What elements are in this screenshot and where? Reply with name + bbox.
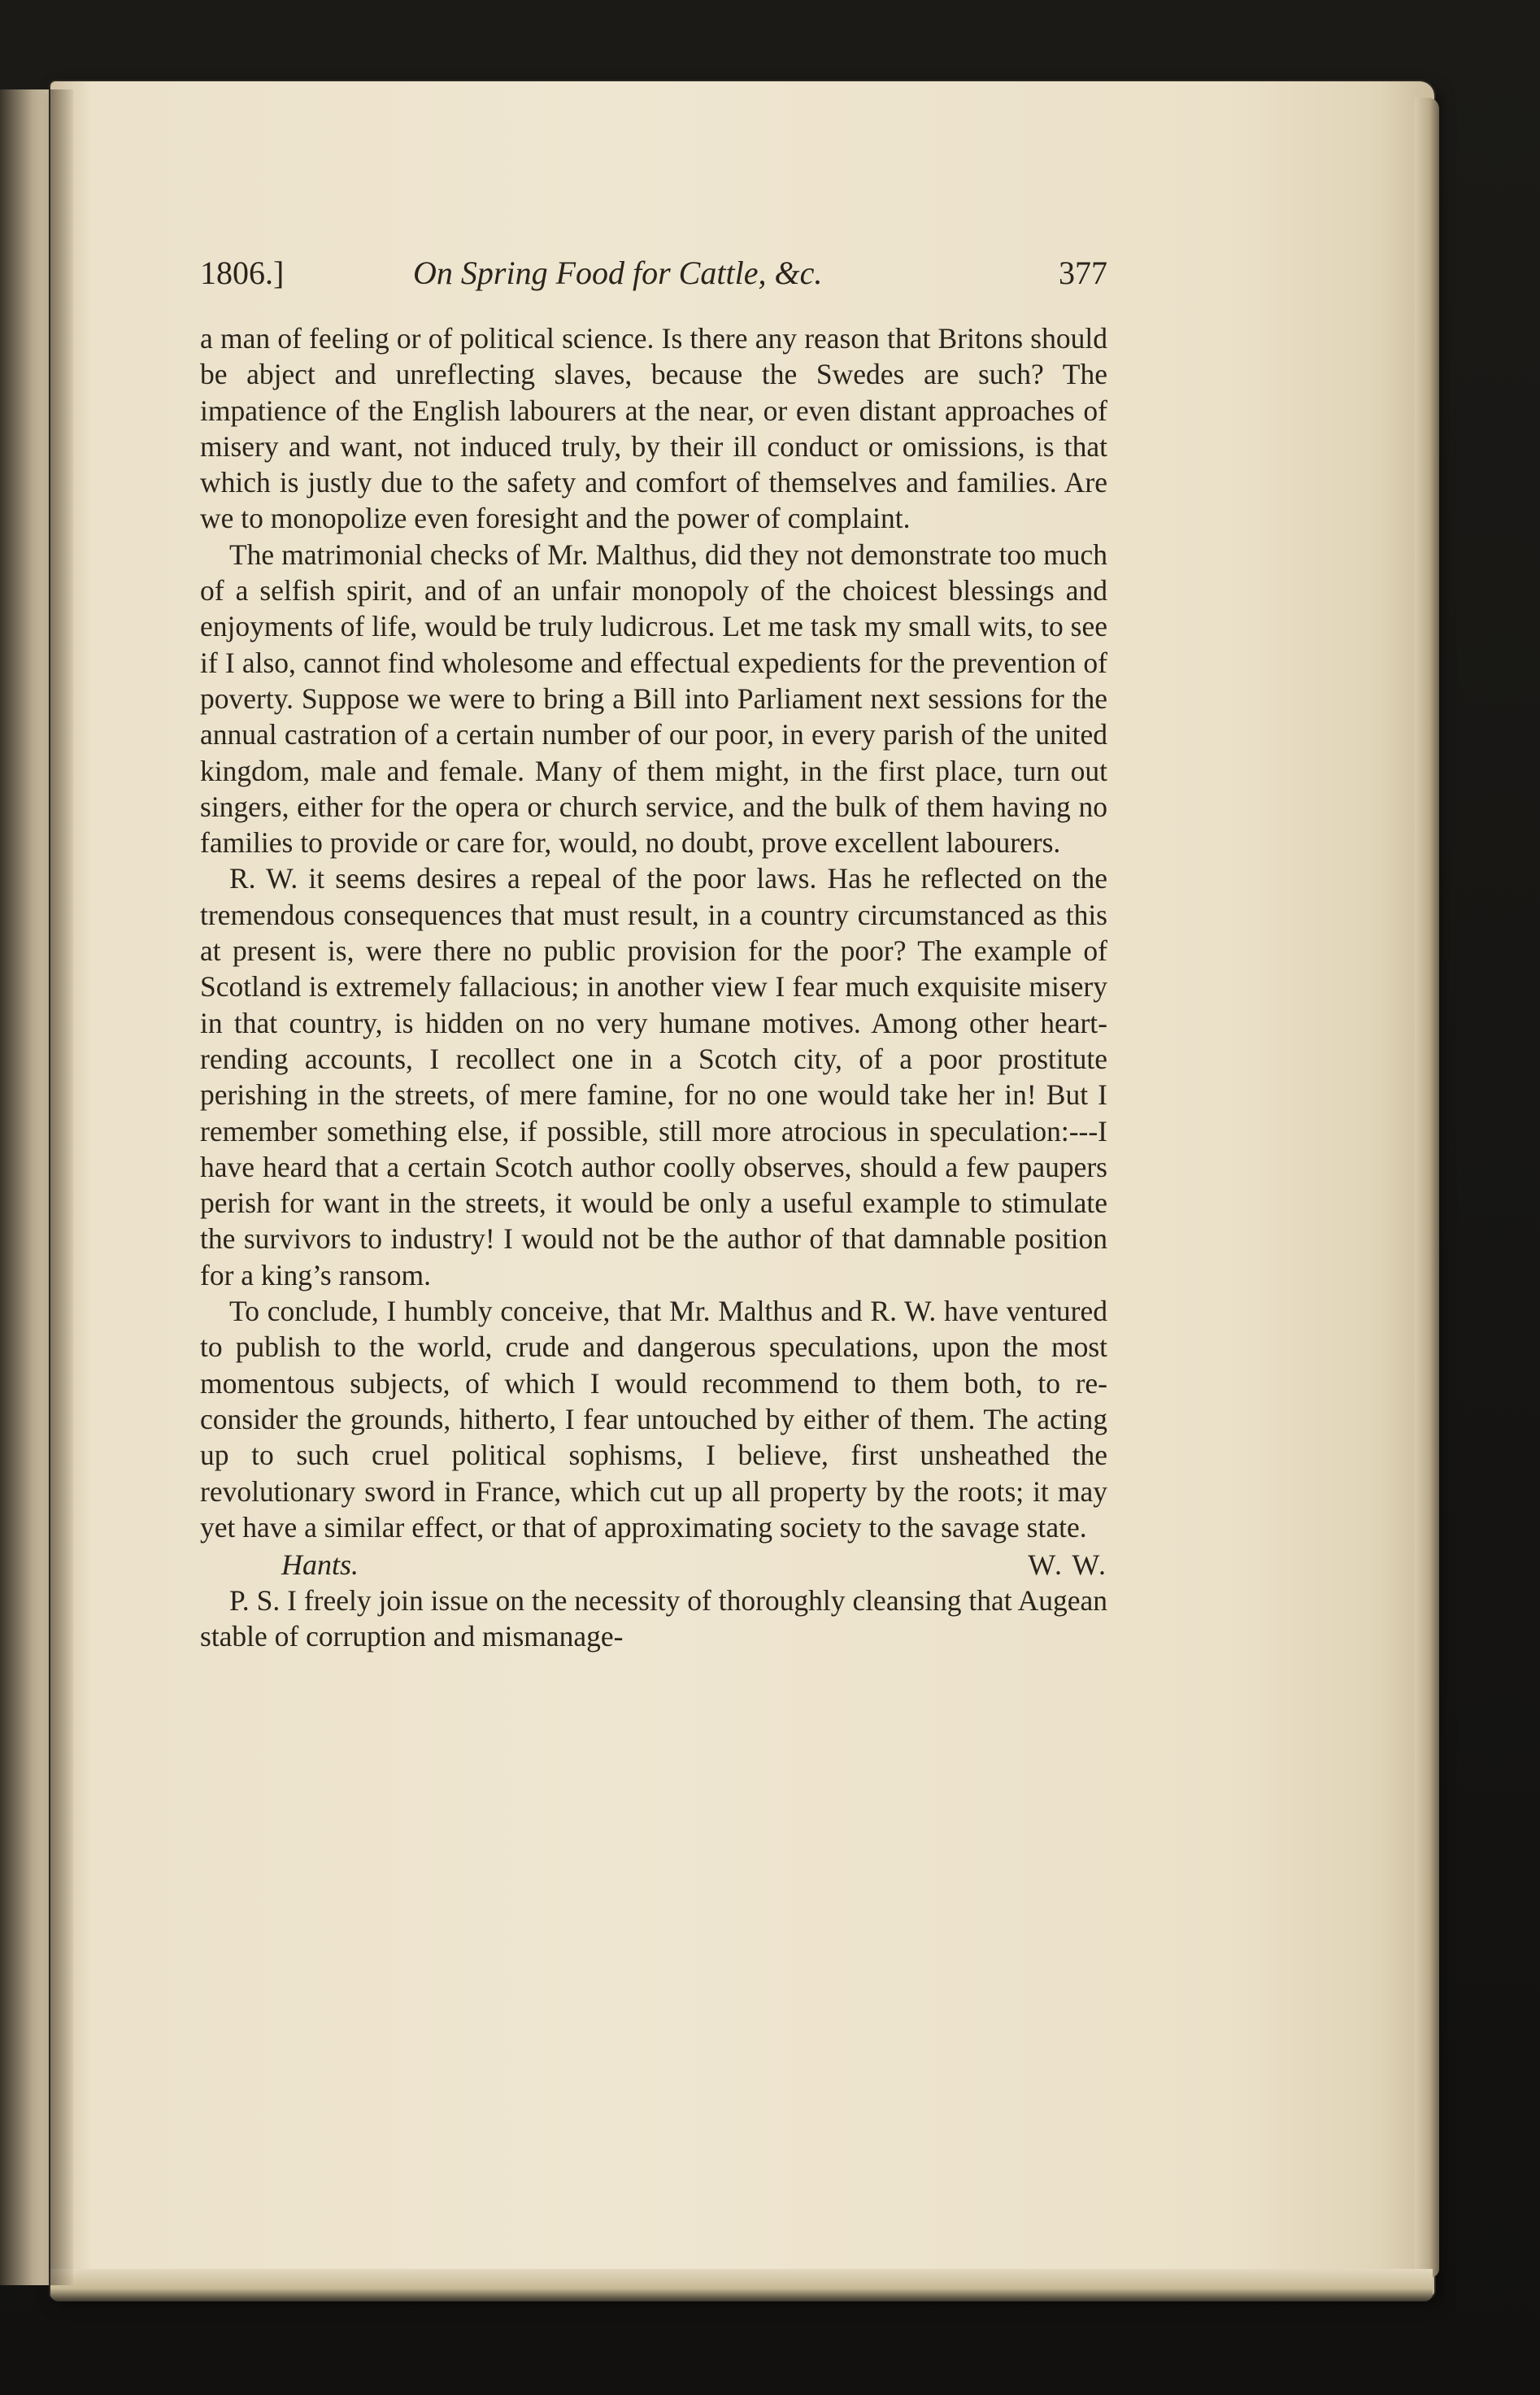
page-content: [200, 254, 1107, 1655]
binding-gutter: [50, 89, 73, 2285]
paragraph-3: R. W. it seems desires a repeal of the poor laws. Has he reflected on the tremendous consequences that must result, in a country circumstanced as this at present is, were there no public provision for the poor? The example of Scotland is extremely fallacious; in another view I fear much exquisite misery in that country, is hidden on no very humane motives. Among other heart-rending accounts, I recollect one in a Scotch city, of a poor prostitute perishing in the streets, of mere famine, for no one would take her in! But I remember something else, if possible, still more atrocious in speculation:---I have heard that a certain Scotch author coolly observes, should a few paupers perish for want in the streets, it would be only a useful example to stimulate the survivors to industry! I would not be the author of that damnable position for a king’s ransom.: [200, 862, 1107, 1291]
paragraph-4: To conclude, I humbly conceive, that Mr. Malthus and R. W. have ventured to publish to the world, crude and dangerous speculations, upon the most momentous subjects, of which I would recommend to them both, to re-consider the grounds, hitherto, I fear untouched by either of them. The acting up to such cruel political sophisms, I believe, first unsheathed the revolutionary sword in France, which cut up all property by the roots; it may yet have a similar effect, or that of approximating society to the savage state.: [200, 1295, 1107, 1544]
paragraph-1: a man of feeling or of political science. Is there any reason that Britons should be abject and unreflecting slaves, because the Swedes are such? The impatience of the English labourers at the near, or even distant approaches of misery and want, not induced truly, by their ill conduct or omissions, is that which is justly due to the safety and comfort of themselves and families. Are we to monopolize even foresight and the power of complaint.: [200, 322, 1107, 535]
article-body: [200, 320, 1107, 1655]
signature-place: Hants.: [281, 1548, 359, 1582]
header-year: 1806.]: [200, 255, 285, 291]
signature-line: [200, 1547, 1107, 1583]
running-head: [200, 254, 1107, 303]
page-fore-edge: [1415, 98, 1439, 2277]
signature-name: W. W.: [1028, 1548, 1107, 1582]
header-title: On Spring Food for Cattle, &c.: [413, 255, 823, 291]
page-bottom-edge: [50, 2269, 1433, 2301]
postscript: P. S. I freely join issue on the necessity of thoroughly cleansing that Augean stable of corruption and mismanage-: [200, 1584, 1107, 1653]
page-number: 377: [1059, 255, 1107, 291]
paragraph-2: The matrimonial checks of Mr. Malthus, did they not demonstrate too much of a selfish spirit, and of an unfair monopoly of the choicest blessings and enjoyments of life, would be truly ludicrous. Let me task my small wits, to see if I also, cannot find wholesome and effectual expedients for the prevention of poverty. Suppose we were to bring a Bill into Parliament next sessions for the annual castration of a certain number of our poor, in every parish of the united kingdom, male and female. Many of them might, in the first place, turn out singers, either for the opera or church service, and the bulk of them having no families to provide or care for, would, no doubt, prove excellent labourers.: [200, 538, 1107, 860]
